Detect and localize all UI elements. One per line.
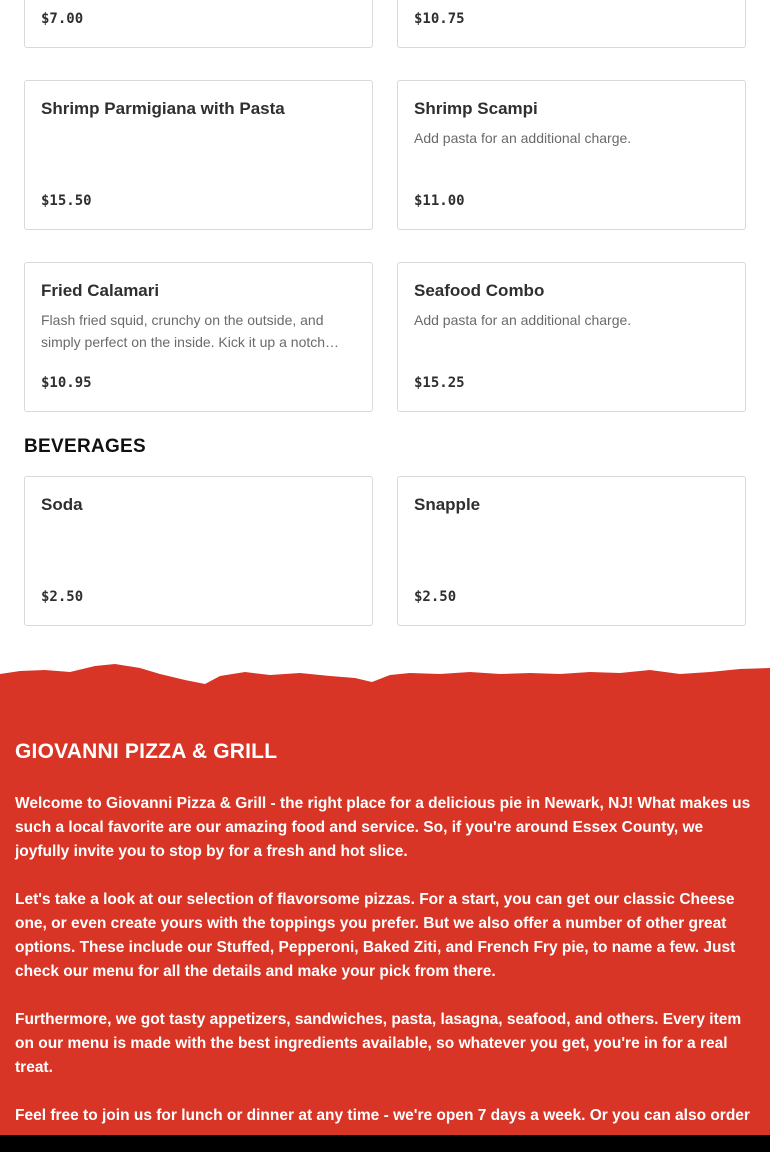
about-paragraph: Furthermore, we got tasty appetizers, sandwiches, pasta, lasagna, seafood, and others. Every item on our menu is made with the best ingredients available, so whatever you get, you're in for a real treat.	[15, 1011, 742, 1076]
item-price: $2.50	[41, 589, 84, 605]
menu-item-snapple[interactable]	[397, 476, 746, 626]
about-paragraph: Welcome to Giovanni Pizza & Grill - the right place for a delicious pie in Newark, NJ! What makes us such a local favorite are our amazing food and service. So, if you're around Essex County, we joyfully invite you to stop by for a fresh and hot slice.	[15, 795, 751, 860]
item-price: $10.95	[41, 375, 92, 391]
item-price: $15.50	[41, 193, 92, 209]
beverages-heading: BEVERAGES	[24, 436, 147, 457]
item-description: Add pasta for an additional charge.	[414, 312, 632, 328]
item-name: Soda	[41, 495, 83, 514]
item-description: Flash fried squid, crunchy on the outside, and simply perfect on the inside. Kick it up a notch…	[41, 312, 340, 350]
menu-item-shrimp-scampi[interactable]	[397, 80, 746, 230]
item-name: Seafood Combo	[414, 281, 545, 300]
item-name: Shrimp Scampi	[414, 99, 538, 118]
item-name: Fried Calamari	[41, 281, 160, 300]
menu-item-card[interactable]	[397, 0, 746, 48]
bottom-bar	[0, 1135, 770, 1152]
item-name: Shrimp Parmigiana with Pasta	[41, 99, 285, 118]
item-price: $2.50	[414, 589, 457, 605]
menu-item-fried-calamari[interactable]	[24, 262, 373, 412]
item-price: $7.00	[41, 11, 84, 27]
about-section	[0, 662, 770, 1152]
menu-item-shrimp-parmigiana[interactable]	[24, 80, 373, 230]
item-name: Snapple	[414, 495, 481, 514]
menu-item-card[interactable]	[24, 0, 373, 48]
item-price: $10.75	[414, 11, 465, 27]
about-title: GIOVANNI PIZZA & GRILL	[15, 740, 278, 763]
about-paragraph: Feel free to join us for lunch or dinner at any time - we're open 7 days a week. Or you can also order	[15, 1107, 750, 1124]
item-price: $11.00	[414, 193, 465, 209]
item-description: Add pasta for an additional charge.	[414, 130, 632, 146]
menu-item-seafood-combo[interactable]	[397, 262, 746, 412]
item-price: $15.25	[414, 375, 465, 391]
menu-item-soda[interactable]	[24, 476, 373, 626]
about-paragraph: Let's take a look at our selection of flavorsome pizzas. For a start, you can get our classic Cheese one, or even create yours with the toppings you prefer. But we also offer a number of other great options. These include our Stuffed, Pepperoni, Baked Ziti, and French Fry pie, to name a few. Just check our menu for all the details and make your pick from there.	[15, 891, 736, 980]
